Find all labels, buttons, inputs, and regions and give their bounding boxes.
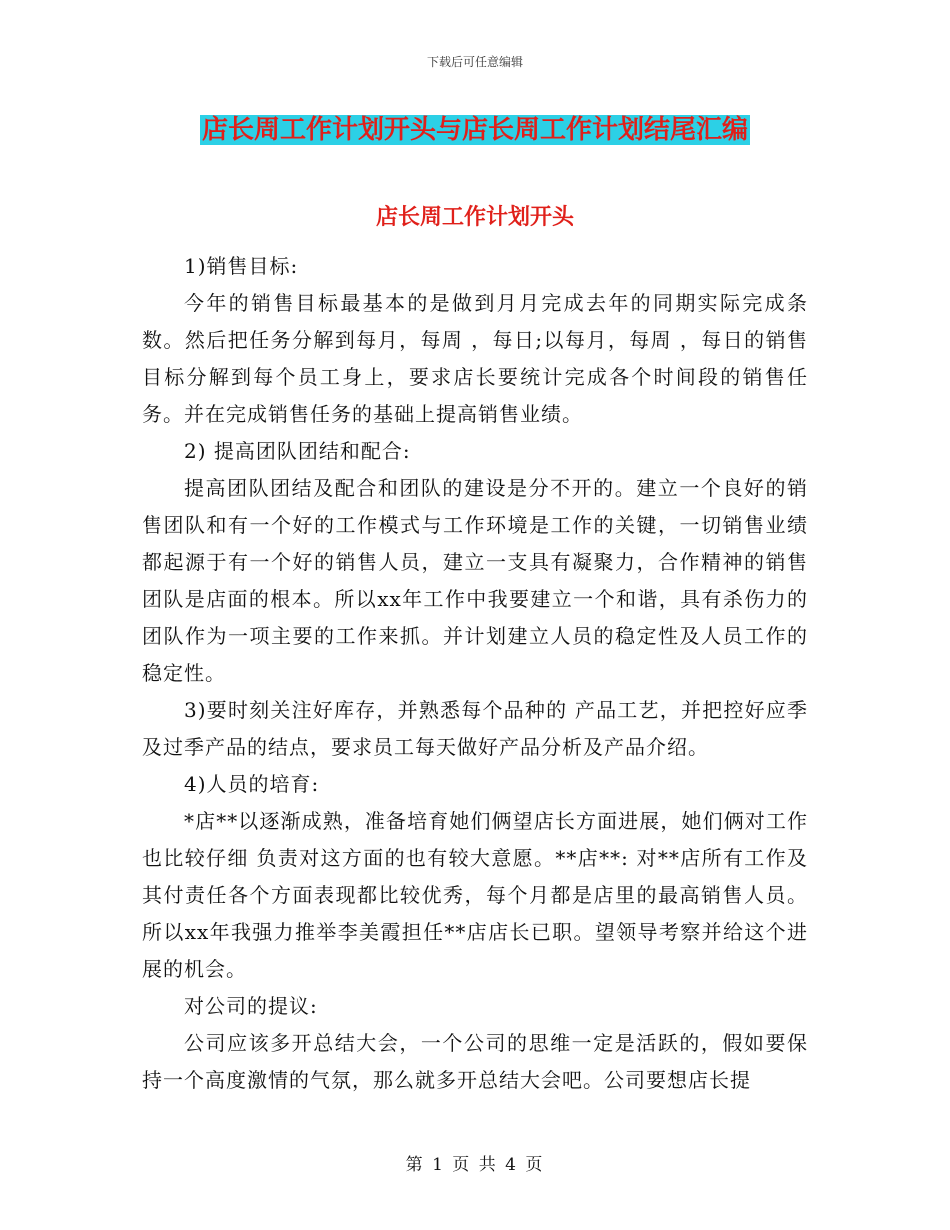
paragraph-staff-training: *店**以逐渐成熟，准备培育她们俩望店长方面进展，她们俩对工作也比较仔细 负责对这方面的也有较大意愿。**店**: 对**店所有工作及其付责任各个方面表现都比较优秀，每个月都是店里的最高销售人员。所以xx年我强力推举李美霞担任**店店长已职。望领导考察并给这个进展的机会。 (142, 809, 808, 981)
document-title-text: 店长周工作计划开头与店长周工作计划结尾汇编 (201, 115, 748, 145)
paragraph-teamwork: 提高团队团结及配合和团队的建设是分不开的。建立一个良好的销售团队和有一个好的工作模式与工作环境是工作的关键，一切销售业绩都起源于有一个好的销售人员，建立一支具有凝聚力，合作精神的销售团队是店面的根本。所以xx年工作中我要建立一个和谐，具有杀伤力的团队作为一项主要的工作来抓。并计划建立人员的稳定性及人员工作的稳定性。 (142, 476, 808, 685)
paragraph-suggestions: 公司应该多开总结大会，一个公司的思维一定是活跃的，假如要保持一个高度激情的气氛，那么就多开总结大会吧。公司要想店长提 (142, 1031, 808, 1092)
header-note: 下载后可任意编辑 (426, 55, 523, 69)
section-title: 店长周工作计划开头 (375, 204, 574, 230)
paragraph-teamwork-heading: 2) 提高团队团结和配合: (184, 439, 411, 463)
paragraph-suggestions-heading: 对公司的提议: (184, 994, 318, 1018)
document-body (142, 248, 808, 1099)
page-number-footer: 第 1 页 共 4 页 (405, 1155, 545, 1175)
paragraph-staff-training-heading: 4)人员的培育: (184, 772, 320, 796)
document-title (0, 112, 950, 148)
paragraph-inventory: 3)要时刻关注好库存，并熟悉每个品种的 产品工艺，并把控好应季及过季产品的结点，要求员工每天做好产品分析及产品介绍。 (142, 698, 808, 759)
paragraph-sales-goal-heading: 1)销售目标: (184, 254, 299, 278)
paragraph-sales-goal: 今年的销售目标最基本的是做到月月完成去年的同期实际完成条数。然后把任务分解到每月，每周 ，每日;以每月，每周 ，每日的销售目标分解到每个员工身上，要求店长要统计完成各个时间段的销售任务。并在完成销售任务的基础上提高销售业绩。 (142, 291, 808, 426)
